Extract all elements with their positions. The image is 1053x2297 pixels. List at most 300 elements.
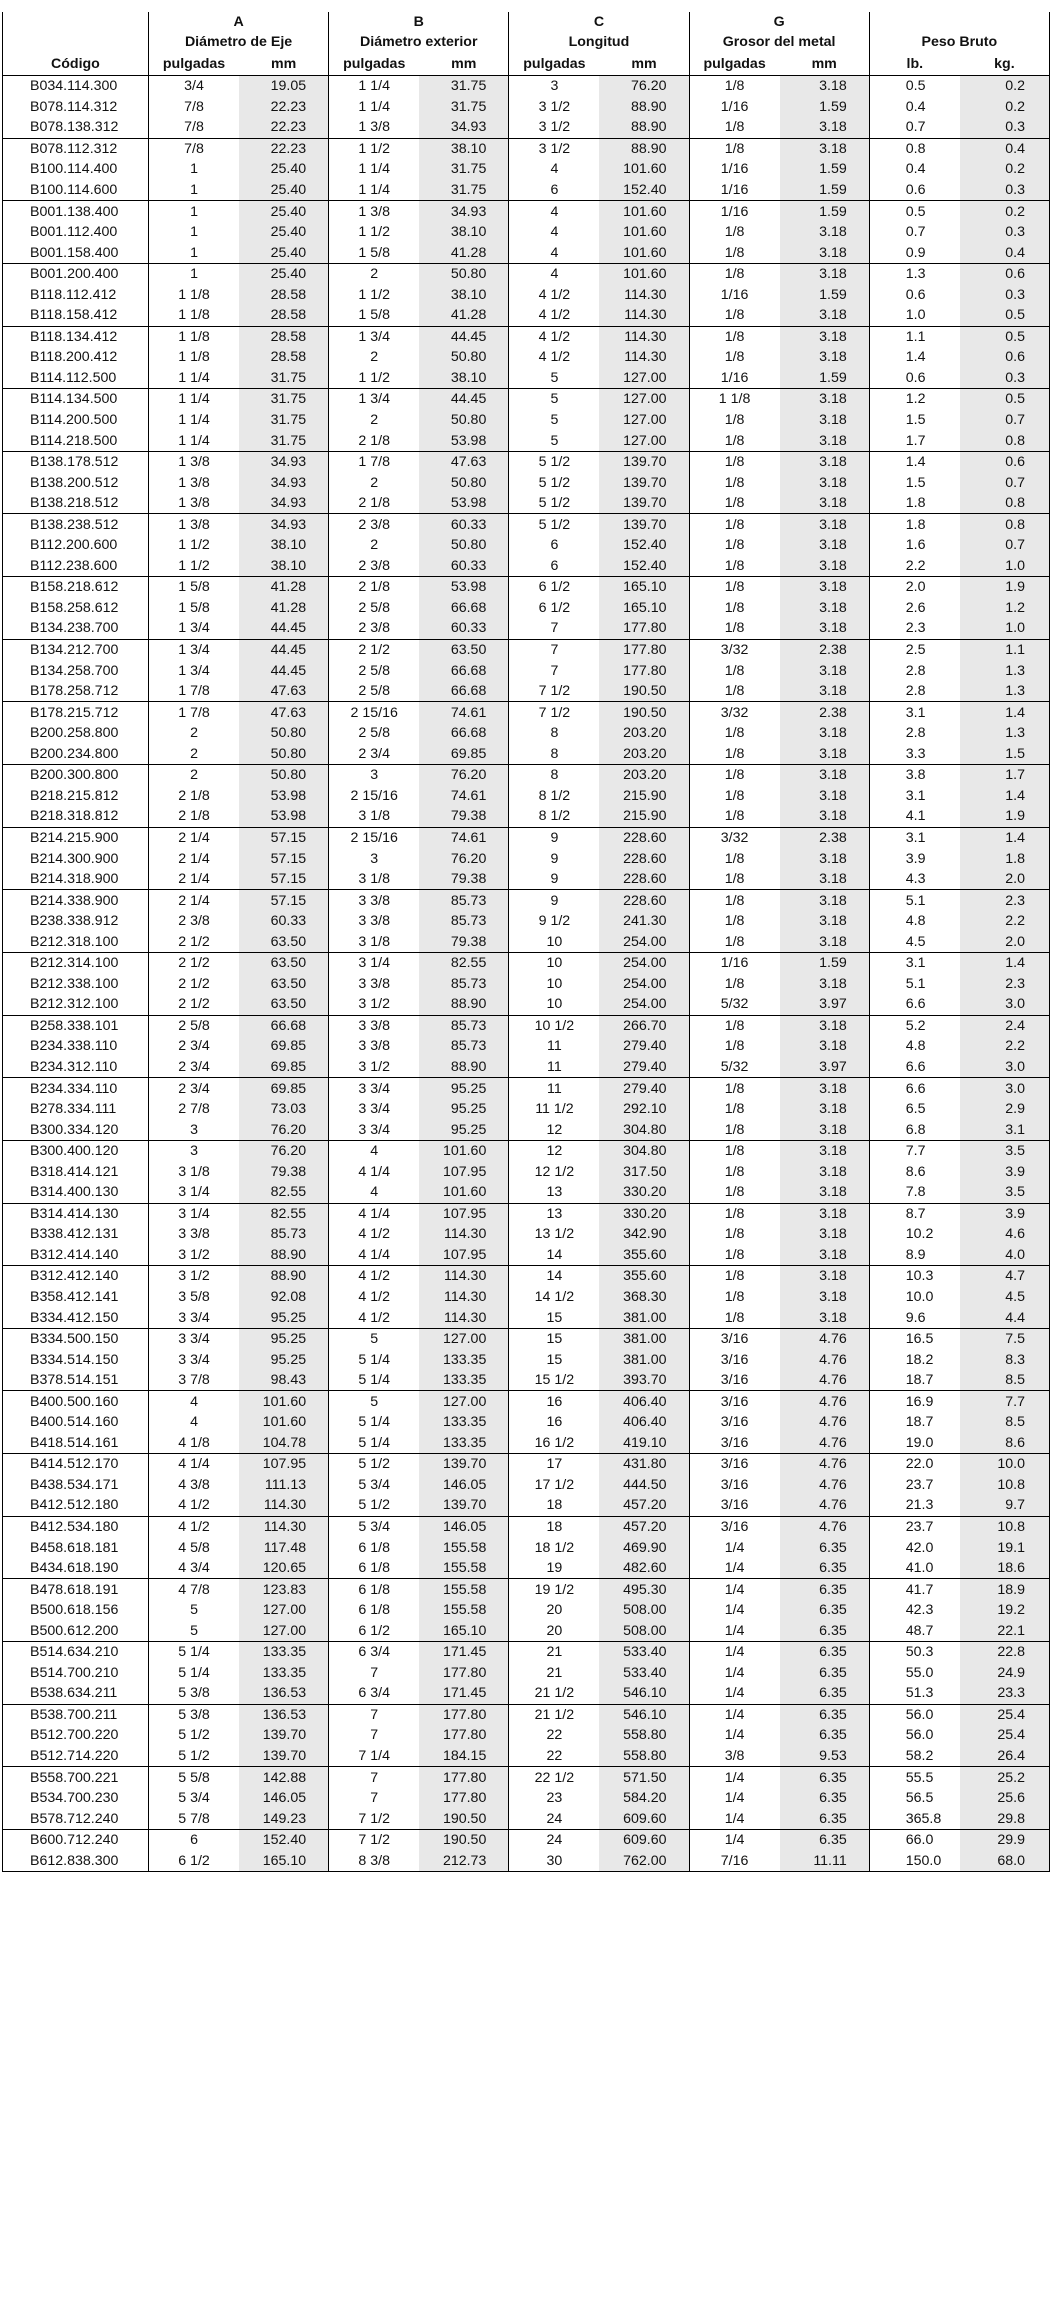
cell-g-inches: 1/8 — [724, 495, 745, 512]
cell-b-mm: 38.10 — [419, 222, 509, 243]
cell-weight-kg: 3.5 — [960, 1140, 1050, 1161]
table-row — [3, 472, 1050, 493]
cell-c-inches: 13 — [546, 1184, 563, 1201]
cell-a-inches: 1 — [190, 244, 198, 261]
cell-b-mm: 177.80 — [419, 1767, 509, 1788]
cell-b-mm: 60.33 — [419, 618, 509, 639]
cell-c-inches: 22 1/2 — [509, 1767, 600, 1788]
cell-g-inches: 1/8 — [724, 349, 745, 366]
cell-b-inches: 5 1/4 — [358, 1434, 390, 1451]
cell-c-inches: 30 — [509, 1850, 600, 1871]
cell-weight-kg: 1.3 — [960, 660, 1050, 681]
table-row — [3, 1788, 1050, 1809]
cell-c-inches: 19 — [546, 1560, 563, 1577]
cell-c-inches: 10 — [546, 996, 563, 1013]
cell-a-mm: 25.40 — [239, 159, 329, 180]
cell-code: B378.514.151 — [3, 1370, 149, 1391]
cell-a-mm: 95.25 — [239, 1307, 329, 1328]
cell-b-mm: 38.10 — [419, 368, 509, 389]
cell-weight-lb: 18.2 — [905, 1351, 934, 1368]
cell-b-mm: 31.75 — [419, 180, 509, 201]
cell-a-inches: 4 3/4 — [178, 1560, 210, 1577]
cell-a-mm: 146.05 — [239, 1788, 329, 1809]
cell-g-mm: 3.18 — [780, 1078, 870, 1099]
cell-g-inches: 1/8 — [724, 1226, 745, 1243]
cell-a-mm: 34.93 — [239, 514, 329, 535]
cell-weight-lb: 3.1 — [869, 952, 960, 973]
cell-b-inches: 1 3/8 — [358, 119, 390, 136]
cell-c-inches: 22 — [546, 1727, 563, 1744]
table-row — [3, 1266, 1050, 1287]
cell-c-mm: 165.10 — [599, 598, 689, 619]
cell-weight-kg: 10.8 — [960, 1475, 1050, 1496]
cell-weight-kg: 4.5 — [960, 1287, 1050, 1308]
cell-b-mm: 50.80 — [419, 263, 509, 284]
table-row — [3, 117, 1050, 138]
table-row — [3, 1704, 1050, 1725]
cell-c-inches: 3 — [509, 76, 600, 97]
cell-b-inches: 2 — [370, 537, 379, 554]
cell-a-mm: 47.63 — [239, 702, 329, 723]
cell-weight-kg: 0.8 — [960, 493, 1050, 514]
cell-b-mm: 74.61 — [419, 786, 509, 807]
cell-g-inches: 1/8 — [724, 975, 745, 992]
cell-c-mm: 127.00 — [599, 389, 689, 410]
table-row — [3, 786, 1050, 807]
cell-weight-lb: 2.8 — [905, 725, 926, 742]
table-row — [3, 1746, 1050, 1767]
table-row — [3, 368, 1050, 389]
cell-g-mm: 1.59 — [780, 952, 870, 973]
cell-a-inches: 2 1/4 — [148, 827, 239, 848]
cell-b-inches: 5 3/4 — [358, 1476, 390, 1493]
cell-g-mm: 4.76 — [780, 1433, 870, 1454]
cell-b-mm: 155.58 — [419, 1558, 509, 1579]
cell-b-mm: 85.73 — [419, 911, 509, 932]
cell-b-inches: 3 — [329, 765, 420, 786]
cell-g-inches: 1/8 — [724, 412, 745, 429]
cell-g-inches: 1/4 — [689, 1829, 780, 1850]
header-letter-weight — [869, 12, 1049, 31]
cell-c-mm: 317.50 — [599, 1161, 689, 1182]
cell-code: B212.338.100 — [3, 974, 149, 995]
cell-a-mm: 25.40 — [239, 263, 329, 284]
cell-c-inches: 18 — [546, 1497, 563, 1514]
cell-b-inches: 1 3/4 — [329, 389, 420, 410]
cell-code: B538.634.211 — [3, 1683, 149, 1704]
cell-g-mm: 3.18 — [780, 1161, 870, 1182]
cell-a-inches: 1 7/8 — [148, 702, 239, 723]
cell-weight-lb: 50.3 — [869, 1642, 960, 1663]
cell-c-mm: 101.60 — [599, 201, 689, 222]
cell-code: B214.338.900 — [3, 890, 149, 911]
cell-c-mm: 215.90 — [599, 806, 689, 827]
cell-g-inches: 1/8 — [689, 1015, 780, 1036]
cell-b-mm: 79.38 — [419, 869, 509, 890]
cell-weight-lb: 41.0 — [905, 1560, 934, 1577]
cell-b-mm: 127.00 — [419, 1328, 509, 1349]
header-length: Longitud — [509, 31, 689, 52]
cell-g-mm: 4.76 — [780, 1370, 870, 1391]
cell-b-inches: 1 1/4 — [358, 161, 390, 178]
cell-b-inches: 2 15/16 — [350, 787, 398, 804]
cell-g-mm: 3.18 — [780, 660, 870, 681]
cell-weight-kg: 1.8 — [960, 848, 1050, 869]
cell-c-inches: 7 — [550, 662, 559, 679]
cell-weight-lb: 2.5 — [869, 639, 960, 660]
table-row — [3, 1370, 1050, 1391]
cell-weight-lb: 2.3 — [905, 620, 926, 637]
cell-a-inches: 2 1/4 — [178, 871, 210, 888]
table-row — [3, 660, 1050, 681]
cell-weight-lb: 19.0 — [905, 1434, 934, 1451]
table-row — [3, 514, 1050, 535]
cell-c-mm: 101.60 — [599, 159, 689, 180]
cell-b-inches: 2 1/2 — [329, 639, 420, 660]
cell-g-mm: 3.18 — [780, 1245, 870, 1266]
cell-b-inches: 2 3/8 — [329, 514, 420, 535]
cell-c-mm: 101.60 — [599, 222, 689, 243]
cell-a-mm: 85.73 — [239, 1224, 329, 1245]
header-letter-c: C — [509, 12, 689, 31]
cell-c-inches: 4 — [550, 224, 559, 241]
cell-weight-kg: 8.5 — [960, 1370, 1050, 1391]
cell-c-mm: 241.30 — [599, 911, 689, 932]
cell-c-inches: 7 1/2 — [509, 702, 600, 723]
cell-g-inches: 1/4 — [724, 1539, 745, 1556]
cell-a-inches: 3 1/2 — [148, 1266, 239, 1287]
cell-b-inches: 2 3/8 — [358, 620, 390, 637]
cell-b-inches: 3 3/8 — [329, 890, 420, 911]
cell-g-mm: 3.18 — [780, 1099, 870, 1120]
cell-a-mm: 22.23 — [239, 138, 329, 159]
cell-weight-kg: 18.6 — [960, 1558, 1050, 1579]
cell-g-mm: 3.18 — [780, 598, 870, 619]
cell-weight-lb: 0.4 — [905, 161, 926, 178]
cell-b-mm: 88.90 — [419, 994, 509, 1015]
cell-a-inches: 4 5/8 — [178, 1539, 210, 1556]
cell-weight-lb: 7.7 — [869, 1140, 960, 1161]
cell-c-mm: 393.70 — [599, 1370, 689, 1391]
cell-code: B434.618.190 — [3, 1558, 149, 1579]
cell-code: B258.338.101 — [3, 1015, 149, 1036]
cell-b-inches: 6 1/2 — [358, 1622, 390, 1639]
cell-a-mm: 41.28 — [239, 577, 329, 598]
cell-b-inches: 7 — [329, 1767, 420, 1788]
cell-c-inches: 21 1/2 — [509, 1704, 600, 1725]
cell-code: B001.200.400 — [3, 263, 149, 284]
table-row — [3, 305, 1050, 326]
table-row — [3, 952, 1050, 973]
cell-g-inches: 1/8 — [724, 683, 745, 700]
cell-g-mm: 1.59 — [780, 368, 870, 389]
cell-g-mm: 4.76 — [780, 1391, 870, 1412]
cell-a-mm: 73.03 — [239, 1099, 329, 1120]
cell-a-inches: 4 1/8 — [178, 1434, 210, 1451]
cell-b-inches: 6 1/8 — [358, 1602, 390, 1619]
cell-c-inches: 5 — [550, 432, 559, 449]
cell-code: B178.258.712 — [3, 681, 149, 702]
cell-weight-kg: 0.3 — [960, 222, 1050, 243]
cell-code: B612.838.300 — [3, 1850, 149, 1871]
cell-code: B300.334.120 — [3, 1119, 149, 1140]
header-outer-diameter: Diámetro exterior — [329, 31, 509, 52]
cell-c-inches: 22 — [546, 1748, 563, 1765]
cell-c-mm: 508.00 — [599, 1600, 689, 1621]
cell-b-mm: 212.73 — [419, 1850, 509, 1871]
cell-a-mm: 111.13 — [239, 1475, 329, 1496]
cell-g-inches: 1/8 — [724, 620, 745, 637]
cell-a-inches: 1 5/8 — [178, 599, 210, 616]
table-row — [3, 389, 1050, 410]
cell-g-inches: 3/16 — [720, 1414, 749, 1431]
cell-a-mm: 31.75 — [239, 430, 329, 451]
cell-a-inches: 3 3/4 — [148, 1328, 239, 1349]
cell-weight-lb: 4.3 — [905, 871, 926, 888]
table-row — [3, 848, 1050, 869]
cell-g-mm: 6.35 — [780, 1600, 870, 1621]
cell-c-mm: 127.00 — [599, 430, 689, 451]
cell-weight-lb: 5.1 — [905, 975, 926, 992]
cell-code: B158.218.612 — [3, 577, 149, 598]
table-row — [3, 326, 1050, 347]
cell-c-mm: 330.20 — [599, 1182, 689, 1203]
cell-b-mm: 53.98 — [419, 577, 509, 598]
cell-b-inches: 2 1/8 — [329, 577, 420, 598]
cell-c-inches: 5 1/2 — [538, 495, 571, 512]
cell-b-inches: 2 15/16 — [329, 702, 420, 723]
cell-code: B478.618.191 — [3, 1579, 149, 1600]
cell-g-inches: 1/8 — [689, 1203, 780, 1224]
cell-c-inches: 14 — [546, 1246, 563, 1263]
cell-a-mm: 50.80 — [239, 744, 329, 765]
cell-c-mm: 469.90 — [599, 1537, 689, 1558]
cell-b-mm: 88.90 — [419, 1057, 509, 1078]
cell-c-mm: 546.10 — [599, 1683, 689, 1704]
table-row — [3, 284, 1050, 305]
cell-weight-kg: 1.3 — [960, 723, 1050, 744]
cell-b-mm: 85.73 — [419, 974, 509, 995]
cell-weight-lb: 0.4 — [905, 98, 926, 115]
cell-c-inches: 24 — [509, 1829, 600, 1850]
cell-b-mm: 133.35 — [419, 1370, 509, 1391]
cell-g-inches: 1/8 — [724, 871, 745, 888]
cell-b-mm: 177.80 — [419, 1663, 509, 1684]
cell-b-inches: 4 1/4 — [358, 1163, 390, 1180]
cell-g-mm: 3.18 — [780, 242, 870, 263]
cell-c-inches: 21 — [546, 1664, 563, 1681]
cell-a-inches: 3/4 — [148, 76, 239, 97]
cell-g-inches: 1/8 — [724, 808, 745, 825]
cell-b-inches: 2 5/8 — [358, 683, 390, 700]
cell-b-mm: 50.80 — [419, 535, 509, 556]
table-row — [3, 1683, 1050, 1704]
cell-b-mm: 41.28 — [419, 305, 509, 326]
cell-weight-lb: 21.3 — [905, 1497, 934, 1514]
cell-code: B538.700.211 — [3, 1704, 149, 1725]
cell-b-inches: 7 — [370, 1790, 379, 1807]
cell-g-inches: 1/8 — [689, 1078, 780, 1099]
table-row — [3, 827, 1050, 848]
cell-b-mm: 66.68 — [419, 598, 509, 619]
cell-b-inches: 4 1/2 — [329, 1266, 420, 1287]
cell-c-mm: 533.40 — [599, 1663, 689, 1684]
cell-g-inches: 5/32 — [720, 996, 749, 1013]
cell-b-inches: 2 15/16 — [329, 827, 420, 848]
table-row — [3, 1516, 1050, 1537]
cell-c-inches: 16 1/2 — [534, 1434, 575, 1451]
cell-c-mm: 88.90 — [599, 97, 689, 118]
cell-a-mm: 28.58 — [239, 326, 329, 347]
cell-c-inches: 14 — [509, 1266, 600, 1287]
cell-b-mm: 107.95 — [419, 1245, 509, 1266]
cell-code: B512.700.220 — [3, 1725, 149, 1746]
table-row — [3, 869, 1050, 890]
cell-c-mm: 152.40 — [599, 556, 689, 577]
table-row — [3, 1537, 1050, 1558]
cell-c-inches: 17 — [509, 1454, 600, 1475]
cell-code: B114.218.500 — [3, 430, 149, 451]
cell-weight-kg: 0.8 — [960, 514, 1050, 535]
cell-g-inches: 1/8 — [689, 326, 780, 347]
cell-a-inches: 5 1/2 — [178, 1748, 210, 1765]
cell-g-mm: 3.18 — [780, 347, 870, 368]
cell-c-mm: 114.30 — [599, 347, 689, 368]
cell-weight-kg: 2.0 — [960, 869, 1050, 890]
cell-g-mm: 3.18 — [780, 869, 870, 890]
cell-weight-lb: 8.9 — [905, 1246, 926, 1263]
cell-b-mm: 76.20 — [419, 848, 509, 869]
header-units-row — [3, 52, 1050, 76]
cell-code: B158.258.612 — [3, 598, 149, 619]
cell-weight-lb: 16.5 — [869, 1328, 960, 1349]
cell-g-inches: 1/8 — [689, 263, 780, 284]
cell-c-inches: 8 1/2 — [538, 808, 571, 825]
cell-c-mm: 558.80 — [599, 1746, 689, 1767]
cell-weight-kg: 29.9 — [960, 1829, 1050, 1850]
cell-weight-lb: 0.6 — [905, 286, 926, 303]
cell-a-inches: 2 1/4 — [178, 850, 210, 867]
cell-c-mm: 88.90 — [599, 138, 689, 159]
cell-c-inches: 18 — [509, 1516, 600, 1537]
cell-c-inches: 11 — [547, 1058, 562, 1075]
table-row — [3, 1328, 1050, 1349]
cell-c-inches: 15 1/2 — [534, 1372, 575, 1389]
header-code-spacer — [3, 12, 149, 31]
cell-a-mm: 95.25 — [239, 1328, 329, 1349]
table-row — [3, 1850, 1050, 1871]
cell-g-mm: 6.35 — [780, 1579, 870, 1600]
cell-a-inches: 1 3/4 — [178, 620, 210, 637]
cell-g-inches: 1/16 — [689, 201, 780, 222]
table-row — [3, 1433, 1050, 1454]
header-code: Código — [3, 52, 149, 76]
cell-code: B078.112.312 — [3, 138, 149, 159]
cell-b-inches: 1 5/8 — [358, 244, 390, 261]
cell-c-mm: 355.60 — [599, 1245, 689, 1266]
cell-b-mm: 66.68 — [419, 660, 509, 681]
cell-g-mm: 3.18 — [780, 138, 870, 159]
cell-b-mm: 177.80 — [419, 1704, 509, 1725]
cell-b-mm: 63.50 — [419, 639, 509, 660]
cell-code: B178.215.712 — [3, 702, 149, 723]
cell-a-mm: 31.75 — [239, 389, 329, 410]
cell-a-inches: 7/8 — [184, 98, 204, 115]
cell-a-mm: 25.40 — [239, 180, 329, 201]
cell-weight-lb: 10.3 — [869, 1266, 960, 1287]
table-row — [3, 347, 1050, 368]
cell-c-inches: 4 1/2 — [538, 307, 571, 324]
cell-weight-lb: 55.5 — [869, 1767, 960, 1788]
cell-g-inches: 3/16 — [720, 1434, 749, 1451]
cell-a-inches: 1 5/8 — [148, 577, 239, 598]
cell-weight-kg: 18.9 — [960, 1579, 1050, 1600]
cell-weight-lb: 18.7 — [905, 1414, 934, 1431]
cell-b-mm: 85.73 — [419, 890, 509, 911]
cell-a-inches: 2 — [190, 745, 198, 762]
cell-code: B234.338.110 — [3, 1036, 149, 1057]
cell-g-inches: 1/8 — [724, 557, 745, 574]
cell-g-mm: 6.35 — [780, 1704, 870, 1725]
cell-weight-lb: 3.3 — [905, 745, 926, 762]
cell-a-inches: 5 5/8 — [148, 1767, 239, 1788]
cell-g-inches: 3/32 — [689, 827, 780, 848]
table-row — [3, 556, 1050, 577]
cell-weight-kg: 1.3 — [960, 681, 1050, 702]
cell-a-inches: 2 5/8 — [148, 1015, 239, 1036]
cell-c-mm: 254.00 — [599, 994, 689, 1015]
cell-b-mm: 114.30 — [419, 1224, 509, 1245]
table-row — [3, 180, 1050, 201]
header-a-mm: mm — [239, 52, 329, 76]
cell-a-inches: 5 — [190, 1602, 198, 1619]
header-gross-weight: Peso Bruto — [869, 31, 1049, 52]
table-row — [3, 1558, 1050, 1579]
cell-g-inches: 3/8 — [724, 1748, 745, 1765]
cell-weight-kg: 1.1 — [960, 639, 1050, 660]
cell-a-inches: 3 — [148, 1140, 239, 1161]
cell-weight-kg: 3.1 — [960, 1119, 1050, 1140]
cell-c-inches: 6 — [550, 557, 559, 574]
cell-c-mm: 381.00 — [599, 1349, 689, 1370]
cell-code: B600.712.240 — [3, 1829, 149, 1850]
cell-weight-kg: 1.0 — [960, 556, 1050, 577]
header-c-mm: mm — [599, 52, 689, 76]
cell-weight-lb: 0.6 — [905, 369, 926, 386]
cell-weight-kg: 2.3 — [960, 890, 1050, 911]
cell-c-inches: 15 — [546, 1351, 563, 1368]
cell-g-inches: 3/16 — [689, 1516, 780, 1537]
cell-a-inches: 1 1/4 — [178, 369, 210, 386]
table-row — [3, 1287, 1050, 1308]
cell-g-mm: 3.18 — [780, 263, 870, 284]
cell-b-mm: 69.85 — [419, 744, 509, 765]
cell-c-mm: 114.30 — [599, 284, 689, 305]
cell-a-inches: 5 1/2 — [178, 1727, 210, 1744]
cell-g-inches: 1/8 — [724, 599, 745, 616]
table-row — [3, 1182, 1050, 1203]
cell-weight-lb: 6.6 — [905, 996, 926, 1013]
cell-a-mm: 34.93 — [239, 451, 329, 472]
cell-a-inches: 5 3/8 — [178, 1685, 210, 1702]
cell-a-inches: 2 1/4 — [148, 890, 239, 911]
cell-weight-lb: 1.8 — [905, 495, 926, 512]
cell-code: B078.138.312 — [3, 117, 149, 138]
cell-a-inches: 6 — [148, 1829, 239, 1850]
cell-a-inches: 2 3/4 — [148, 1078, 239, 1099]
cell-weight-lb: 6.8 — [905, 1121, 926, 1138]
cell-c-mm: 584.20 — [599, 1788, 689, 1809]
